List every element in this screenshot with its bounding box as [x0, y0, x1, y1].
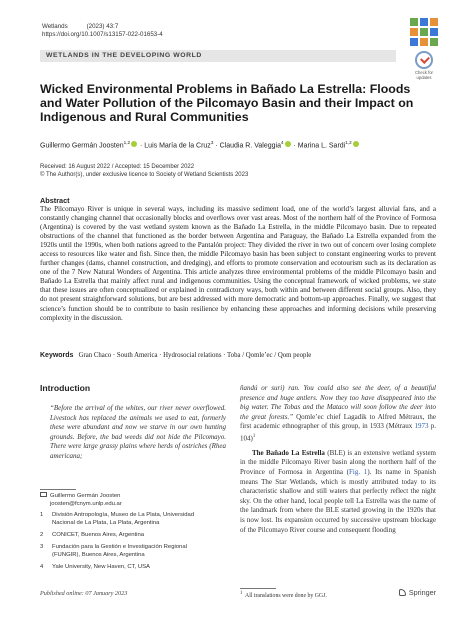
journal-name: Wetlands: [42, 23, 68, 30]
affiliation-item: [40, 512, 220, 527]
author-affiliation-ref: 1,2: [123, 140, 131, 145]
affiliation-marker: 3: [40, 544, 44, 550]
affiliation-item: [40, 544, 220, 559]
keywords-values: Gran Chaco · South America · Hydrosocial relations · Toba / Qomle’ec / Qom people: [78, 352, 312, 359]
section-banner: WETLANDS IN THE DEVELOPING WORLD: [40, 50, 396, 62]
affiliation-line: División Antropología, Museo de La Plata, Universidad: [52, 512, 195, 518]
affiliation-line: Guillermo Germán Joosten: [50, 493, 121, 499]
epigraph-attribution: Qomle’ec chief Lagadik to Alfred Métraux, the first academic ethnographer of this group, in 1933 (Métraux: [240, 412, 436, 431]
author-affiliation-ref: 4: [280, 140, 284, 145]
author-name[interactable]: Luis María de la Cruz: [144, 142, 211, 150]
footnote-ref[interactable]: 1: [252, 433, 256, 439]
publisher-logo: [399, 588, 436, 597]
affiliation-marker: 2: [40, 532, 44, 538]
affiliation-item: [40, 532, 220, 540]
keywords-line: [40, 352, 440, 359]
introduction-body: [240, 384, 436, 535]
copyright-notice: © The Author(s), under exclusive licence to Society of Wetland Scientists 2023: [40, 172, 249, 178]
introduction-heading: Introduction: [40, 383, 91, 393]
footnote-marker: 1: [240, 591, 243, 596]
check-for-updates-button[interactable]: [412, 51, 436, 80]
citation-link[interactable]: 1973: [414, 422, 429, 431]
affiliation-line: CONICET, Buenos Aires, Argentina: [52, 532, 145, 538]
affiliation-marker: 1: [40, 512, 44, 518]
affiliation-line: Yale University, New Haven, CT, USA: [52, 564, 150, 570]
published-online-date: Published online: 07 January 2023: [40, 590, 128, 597]
author-name[interactable]: Marina L. Sardi: [297, 142, 346, 150]
author-name[interactable]: Guillermo Germán Joosten: [40, 142, 124, 150]
affiliation-line: Nacional de La Plata, La Plata, Argentina: [52, 519, 160, 526]
orcid-icon[interactable]: [131, 141, 137, 147]
doi-link[interactable]: https://doi.org/10.1007/s13157-022-01653-4: [42, 31, 163, 38]
wetland-name: The Bañado La Estrella: [252, 448, 325, 457]
abstract-heading: Abstract: [40, 196, 70, 205]
author-email[interactable]: joosten@fcnym.unlp.edu.ar: [50, 500, 122, 507]
figure-link[interactable]: Fig. 1: [349, 468, 368, 477]
author-name[interactable]: Claudia R. Valeggia: [219, 142, 281, 150]
footnote-divider: [40, 489, 76, 490]
epigraph-continuation: ñandú or suri) ran. You could also see the deer, of a beautiful presence and huge antlers. Now they too have disappeared into the big water. The Tobas and the Mataco will soon follow the deer into the great forests.”: [240, 384, 436, 421]
orcid-icon[interactable]: [285, 141, 291, 147]
journal-citation: [42, 23, 118, 30]
affiliation-item: [40, 564, 220, 572]
epigraph-quote: “Before the arrival of the whites, our river never overflowed. Livestock has replaced the animals we used to eat, formerly these were abundant and now we starve in our own hunting grounds. Before, the bad weeds did not hide the Pilcomayo. There were large grassy plains where herds of ostriches (Rhea americana;: [50, 404, 226, 460]
article-title: Wicked Environmental Problems in Bañado La Estrella: Floods and Water Pollution of the Pilcomayo Basin and their Impact on Indigenous and Rural Communities: [40, 82, 414, 124]
check-updates-icon: [415, 51, 433, 69]
paragraph-text: (BLE) is an extensive wetland system in the middle Pilcomayo River basin along the northern half of the Province of Formosa in Argentina (: [240, 448, 436, 477]
springer-horse-icon: [399, 589, 406, 596]
footnote-text: All translations were done by GGJ.: [245, 592, 327, 599]
abstract-text: The Pilcomayo River is unique in several ways, including its massive sediment load, one of the world’s largest alluvial fans, and a constantly changing channel that occasionally blocks and overflows over vast areas. Most of the northern half of the Province of Formosa (Argentina) is covered by the vast wetland system known as the Bañado La Estrella, in the middle Pilcomayo basin. Due to repeated obstructions of the channel that functioned as the border between Argentina and Paraguay, the Bañado La Estrella expanded from the 1920s until the 1990s, when both nations agreed to the Pantalón project: They divided the river in two out of concern over losing complete access to resources like water and fish. Since then, the middle Pilcomayo basin has been subject to constant engineering works to prevent further changes (dams, channel construction, and dredging), and efforts to promote conservation and ecotourism such as its declaration as one of the 7 New Natural Wonders of Argentina. This article analyzes three environmental problems of the middle Pilcomayo basin and Bañado La Estrella that mainly affect rural and indigenous communities. Using the conceptual framework of wicked problems, we state that these issues are often conceptualized or explained in contradictory ways, both within and between different social groups. Also, they do not present straightforward solutions, but are best addressed with more democratic and bottom-up approaches. Finally, we suggest that science’s function should be to contribute to basin resilience by enhancing these approaches and informing decisions while preserving complexity in the discussion.: [40, 205, 436, 322]
affiliation-marker: 4: [40, 564, 44, 570]
author-affiliation-ref: 1,2: [345, 140, 352, 145]
keywords-label: Keywords: [40, 352, 74, 359]
author-affiliation-ref: 3: [210, 140, 214, 145]
corresponding-author: [40, 492, 220, 508]
affiliation-line: Fundación para la Gestión e Investigación Regional: [52, 544, 187, 550]
check-updates-label: Check for updates: [415, 70, 433, 80]
author-list: Guillermo Germán Joosten$^{1,2}$ · Luis María de la Cruz$^3$ · Claudia R. Valeggia$^4$ · Marina L. Sardi$^{1,2}$: [40, 140, 440, 149]
email-icon: [40, 492, 47, 497]
publisher-name: Springer: [408, 588, 436, 597]
article-dates: Received: 16 August 2022 / Accepted: 15 December 2022: [40, 164, 195, 170]
orcid-icon[interactable]: [353, 141, 359, 147]
affiliation-line: (FUNGIR), Buenos Aires, Argentina: [52, 551, 145, 558]
footnote: [240, 591, 327, 599]
footnote-divider: [240, 588, 276, 589]
volume-info: (2023) 43:7: [86, 23, 119, 30]
journal-logo-icon: [410, 18, 438, 48]
epigraph-attribution-end: p. 104): [240, 422, 436, 443]
paragraph-text: ). Its name in Spanish means The Star Wetlands, which is mostly attributed today to its characteristic shallow and still waters that perfectly reflect the night sky. On the other hand, local people tell La Estrella was the name of the landmark from where the BLE started growing in the 1920s that is now lost. Its expansion occurred by successive upstream blockage of the Pilcomayo River course and consequent flooding: [240, 468, 436, 534]
